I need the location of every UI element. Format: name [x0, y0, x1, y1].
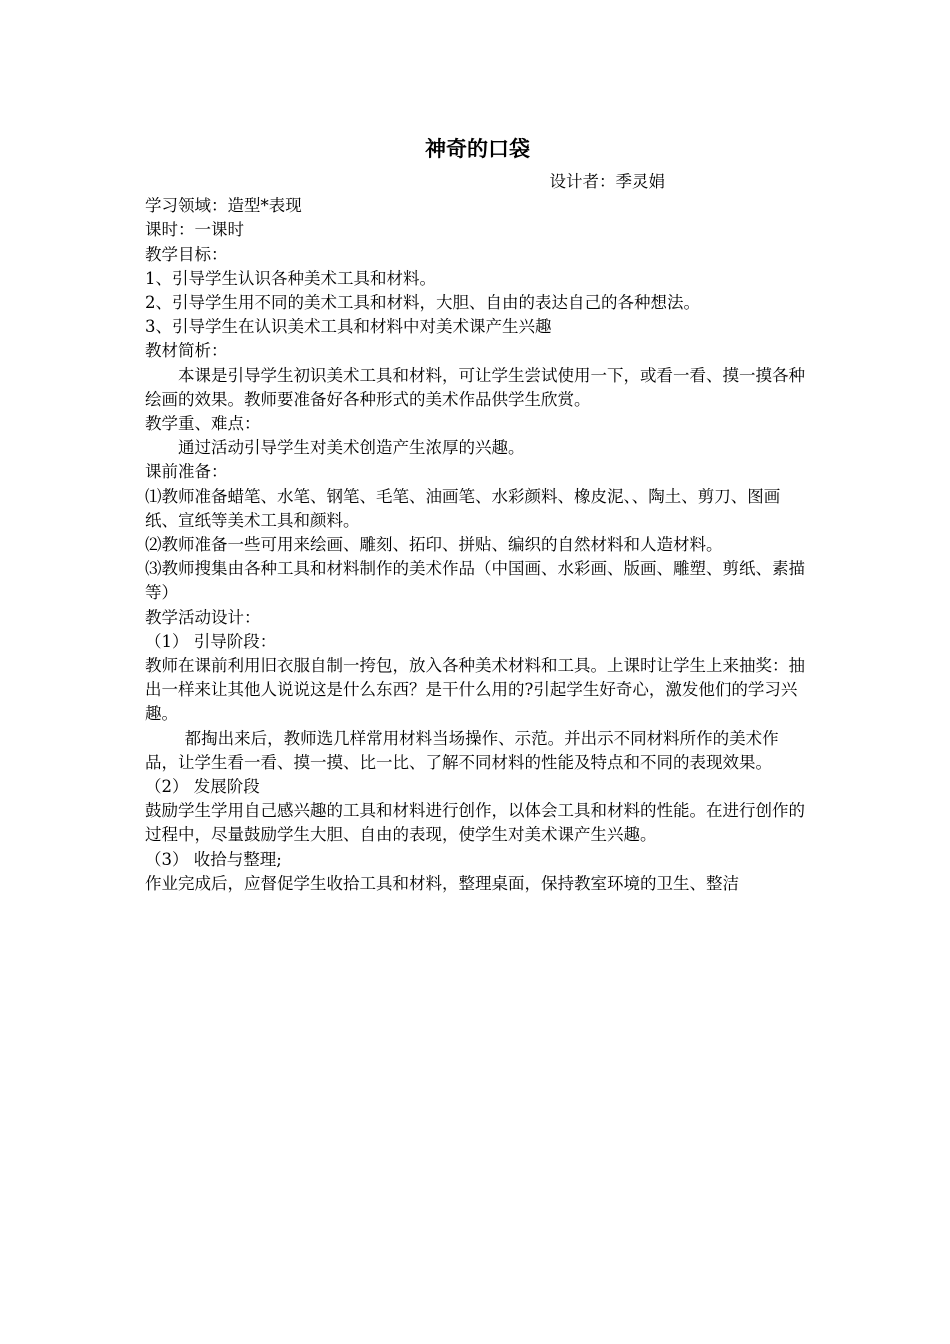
goals-heading: 教学目标：	[145, 244, 228, 264]
keypoints-paragraph: 通过活动引导学生对美术创造产生浓厚的兴趣。	[178, 438, 525, 458]
hours-line: 课时：一课时	[145, 220, 244, 240]
prep-item: ⑴教师准备蜡笔、水笔、钢笔、毛笔、油画笔、水彩颜料、橡皮泥、、陶土、剪刀、图画纸、宣纸等美术工具和颜料。	[145, 486, 781, 530]
goal-item: 3、引导学生在认识美术工具和材料中对美术课产生兴趣	[145, 317, 552, 337]
goal-item: 2、引导学生用不同的美术工具和材料，大胆、自由的表达自己的各种想法。	[145, 293, 700, 313]
activity-heading: 教学活动设计：	[145, 607, 261, 627]
document-title: 神奇的口袋	[425, 137, 530, 161]
prep-heading: 课前准备：	[145, 462, 228, 482]
prep-item: ⑵教师准备一些可用来绘画、雕刻、拓印、拼贴、编织的自然材料和人造材料。	[145, 535, 723, 555]
goal-item: 1、引导学生认识各种美术工具和材料。	[145, 268, 436, 288]
keypoints-heading: 教学重、难点：	[145, 414, 261, 434]
stage1-paragraph: 教师在课前利用旧衣服自制一挎包，放入各种美术材料和工具。上课时让学生上来抽奖：抽出一样来让其他人说说这是什么东西？是干什么用的?引起学生好奇心，激发他们的学习兴趣。	[145, 656, 805, 724]
analysis-paragraph: 本课是引导学生初识美术工具和材料，可让学生尝试使用一下，或看一看、摸一摸各种绘画的效果。教师要准备好各种形式的美术作品供学生欣赏。	[145, 365, 805, 409]
analysis-heading: 教材简析：	[145, 341, 228, 361]
stage2-heading: （2） 发展阶段	[145, 777, 260, 797]
document-body	[145, 134, 810, 896]
stage1-paragraph-2: 都掏出来后，教师选几样常用材料当场操作、示范。并出示不同材料所作的美术作品，让学生看一看、摸一摸、比一比、了解不同材料的性能及特点和不同的表现效果。	[145, 728, 779, 772]
stage1-heading: （1） 引导阶段：	[145, 631, 277, 651]
author-line: 设计者：季灵娟	[549, 172, 665, 191]
field-line: 学习领域：造型*表现	[145, 196, 302, 216]
prep-item: ⑶教师搜集由各种工具和材料制作的美术作品（中国画、水彩画、版画、雕塑、剪纸、素描等）	[145, 559, 805, 603]
stage2-paragraph: 鼓励学生学用自己感兴趣的工具和材料进行创作，以体会工具和材料的性能。在进行创作的过程中，尽量鼓励学生大胆、自由的表现，使学生对美术课产生兴趣。	[145, 801, 805, 845]
stage3-paragraph: 作业完成后，应督促学生收拾工具和材料，整理桌面，保持教室环境的卫生、整洁	[145, 873, 739, 893]
stage3-heading: （3） 收拾与整理;	[145, 849, 282, 869]
